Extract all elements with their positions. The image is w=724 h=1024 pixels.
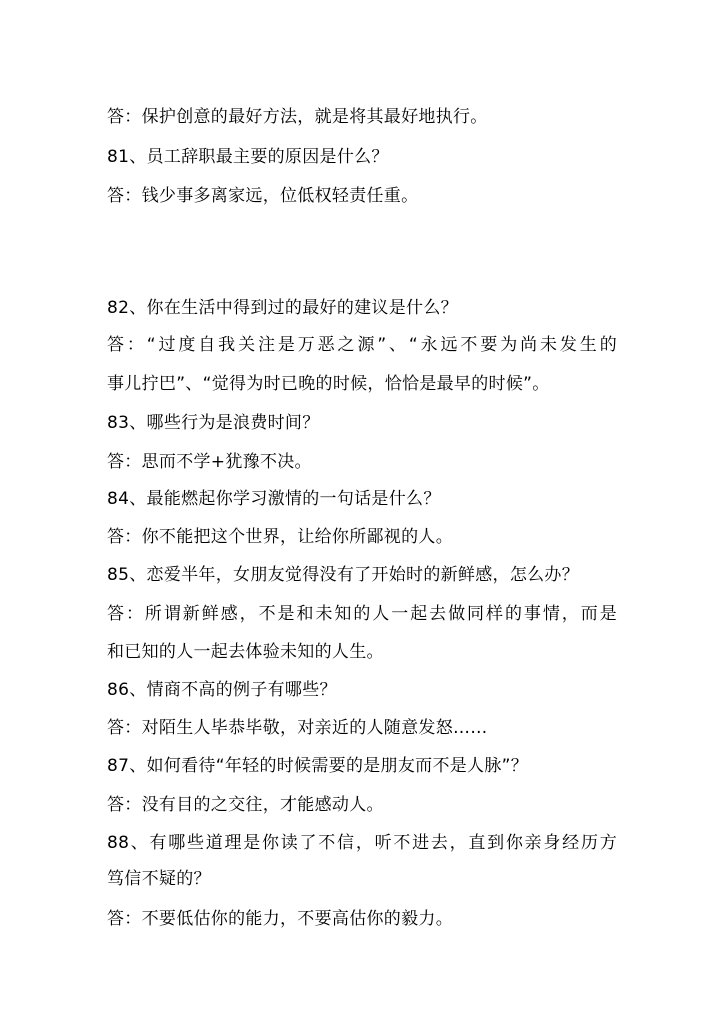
- answer-81: 答：钱少事多离家远，位低权轻责任重。: [107, 186, 419, 206]
- answer-85-line-2: 和已知的人一起去体验未知的人生。: [107, 642, 384, 662]
- question-81: 81、员工辞职最主要的原因是什么？: [107, 147, 389, 167]
- answer-87: 答：没有目的之交往，才能感动人。: [107, 795, 384, 815]
- answer-82-line-2: 事儿拧巴”、“觉得为时已晚的时候，恰恰是最早的时候”。: [107, 374, 550, 394]
- answer-88: 答：不要低估你的能力，不要高估你的毅力。: [107, 909, 453, 929]
- answer-84: 答：你不能把这个世界，让给你所鄙视的人。: [107, 527, 453, 547]
- answer-82-line-1: 答：“过度自我关注是万恶之源”、“永远不要为尚未发生的: [107, 335, 617, 355]
- question-83: 83、哪些行为是浪费时间？: [107, 413, 320, 433]
- question-87: 87、如何看待“年轻的时候需要的是朋友而不是人脉”？: [107, 756, 529, 776]
- question-88-line-1: 88、有哪些道理是你读了不信，听不进去，直到你亲身经历方: [107, 833, 617, 853]
- question-82: 82、你在生活中得到过的最好的建议是什么？: [107, 298, 458, 318]
- answer-85-line-1: 答：所谓新鲜感，不是和未知的人一起去做同样的事情，而是: [107, 604, 617, 624]
- question-86: 86、情商不高的例子有哪些？: [107, 680, 337, 700]
- answer-83: 答：思而不学+犹豫不决。: [107, 452, 312, 472]
- answer-86: 答：对陌生人毕恭毕敬，对亲近的人随意发怒……: [107, 718, 488, 738]
- question-84: 84、最能燃起你学习激情的一句话是什么？: [107, 489, 441, 509]
- question-88-line-2: 笃信不疑的？: [107, 869, 211, 889]
- question-85: 85、恋爱半年，女朋友觉得没有了开始时的新鲜感，怎么办？: [107, 565, 580, 585]
- answer-80: 答：保护创意的最好方法，就是将其最好地执行。: [107, 107, 488, 127]
